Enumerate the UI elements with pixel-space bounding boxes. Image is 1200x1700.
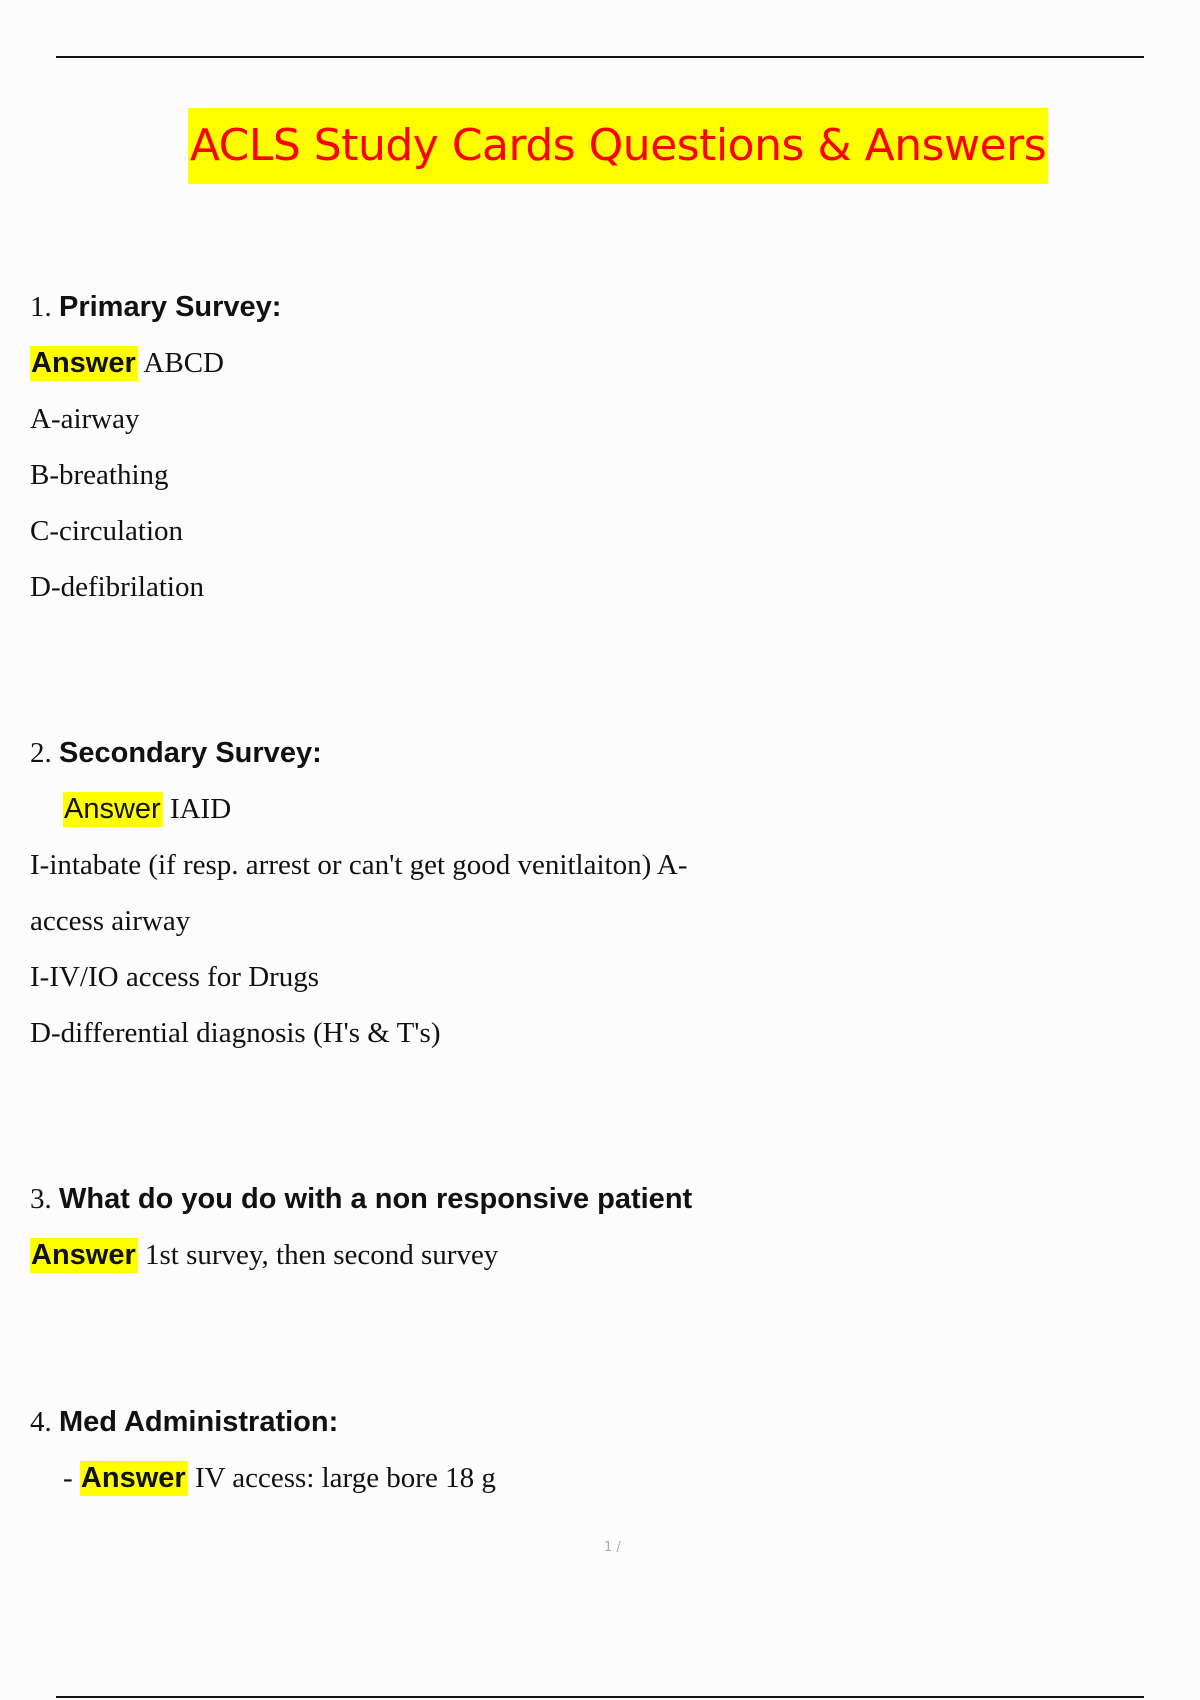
answer-4 [63, 1459, 496, 1497]
answer-text: ABCD [137, 347, 224, 379]
question-4 [30, 1403, 338, 1441]
question-text: What do you do with a non responsive patient [59, 1183, 693, 1215]
question-1 [30, 288, 281, 326]
detail-line: I-intabate (if resp. arrest or can't get good venitlaiton) A- [30, 849, 688, 881]
detail-line: C-circulation [30, 515, 184, 547]
answer-text: 1st survey, then second survey [137, 1239, 499, 1271]
question-text: Primary Survey: [59, 291, 282, 323]
answer-label: Answer [64, 793, 161, 825]
detail-line: A-airway [30, 403, 140, 435]
answer-1 [30, 344, 224, 382]
question-number: 4. [30, 1406, 52, 1438]
detail-line: B-breathing [30, 459, 169, 491]
question-text: Med Administration: [59, 1406, 339, 1438]
answer-text: IV access: large bore 18 g [187, 1462, 496, 1494]
question-number: 3. [30, 1183, 52, 1215]
question-3 [30, 1180, 692, 1218]
question-number: 1. [30, 291, 52, 323]
document-title: ACLS Study Cards Questions & Answers [188, 108, 1048, 184]
question-2 [30, 734, 322, 772]
answer-label: Answer [31, 1239, 136, 1271]
answer-text: IAID [162, 793, 232, 825]
answer-3 [30, 1236, 498, 1274]
detail-line: D-differential diagnosis (H's & T's) [30, 1017, 441, 1049]
question-text: Secondary Survey: [59, 737, 322, 769]
detail-line: I-IV/IO access for Drugs [30, 961, 320, 993]
detail-line: access airway [30, 905, 191, 937]
answer-prefix: - [63, 1462, 80, 1494]
bottom-rule [56, 1696, 1144, 1698]
answer-label: Answer [31, 347, 136, 379]
top-rule [56, 56, 1144, 58]
answer-2 [63, 790, 231, 828]
detail-line: D-defibrilation [30, 571, 204, 603]
title-container [0, 108, 1200, 184]
answer-label: Answer [80, 1462, 186, 1494]
page-number: 1 / [604, 1540, 621, 1555]
question-number: 2. [30, 737, 52, 769]
